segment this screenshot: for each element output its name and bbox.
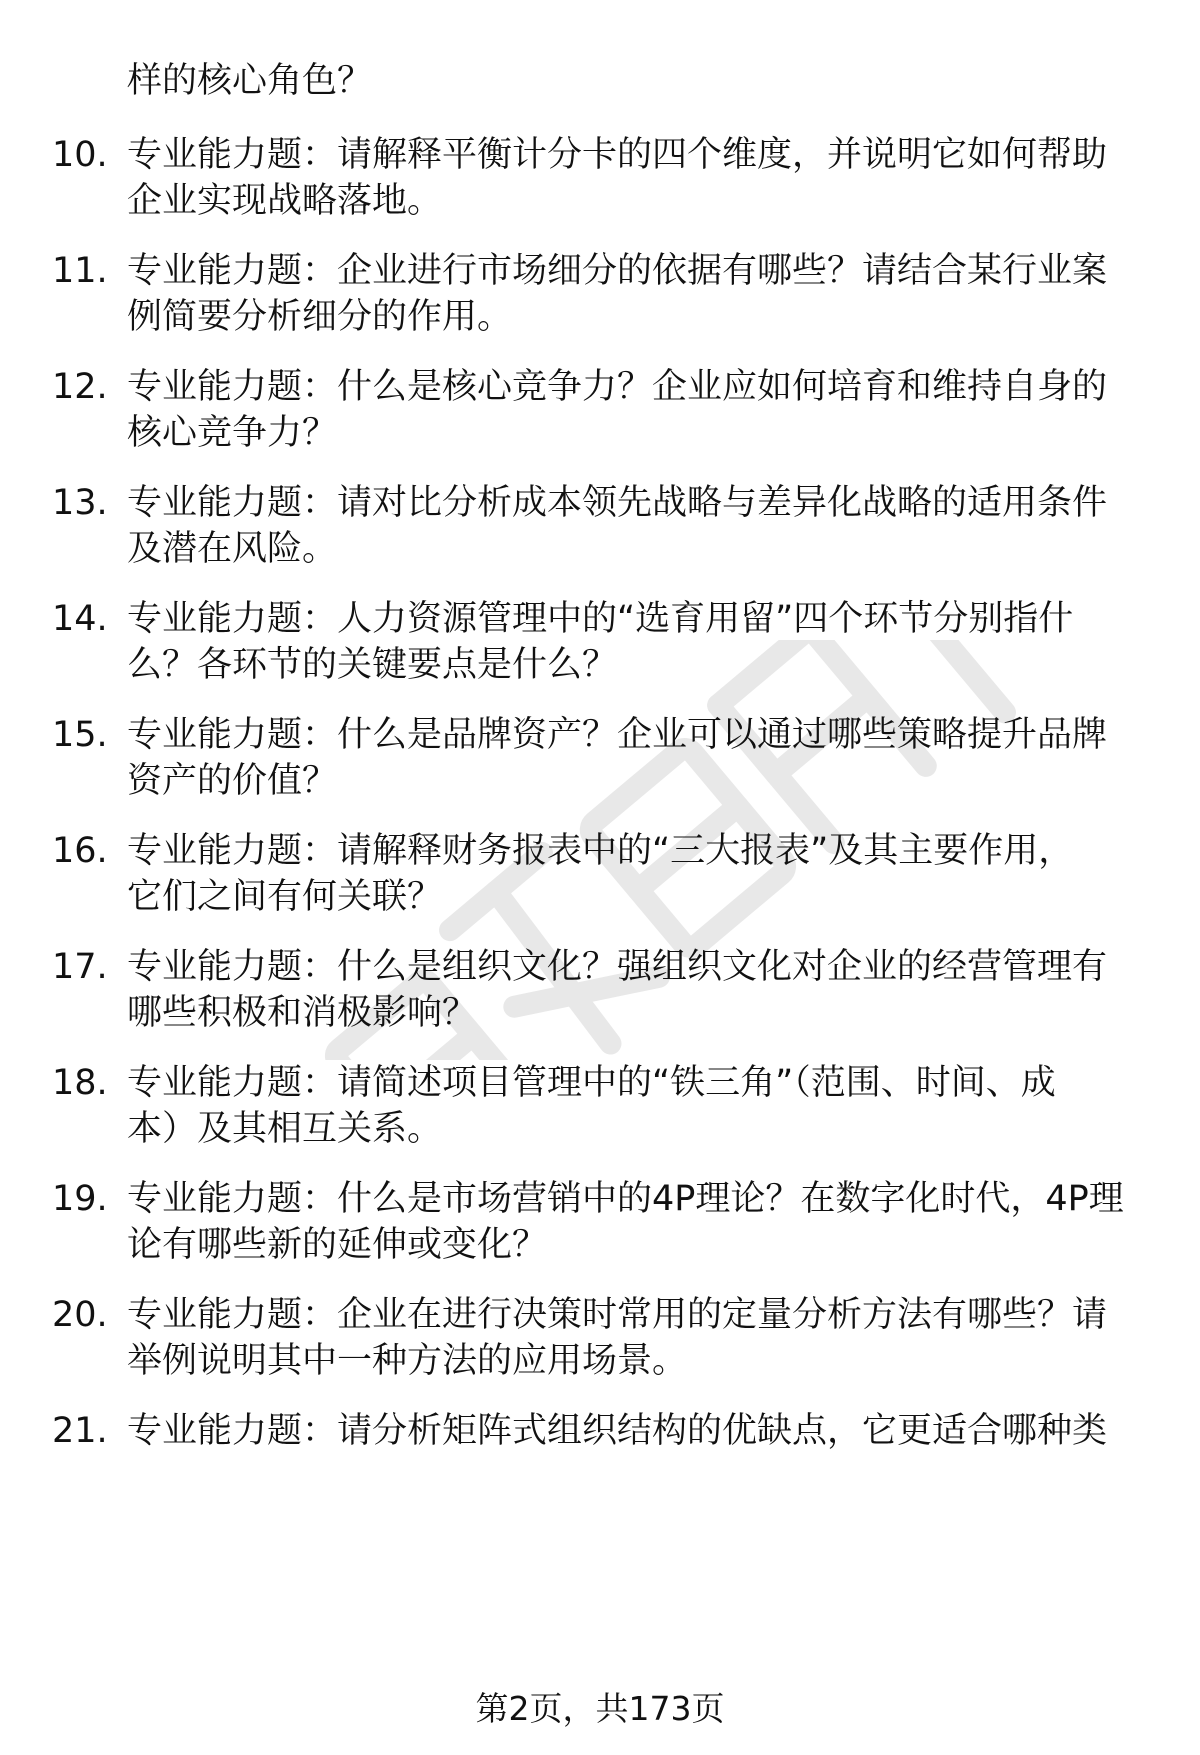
item-number: 12. <box>52 367 108 407</box>
item-line: 专业能力题：什么是市场营销中的4P理论？在数字化时代，4P理 <box>127 1179 1124 1219</box>
item-number: 10. <box>52 135 108 175</box>
item-text <box>127 944 1157 1036</box>
item-text <box>127 1176 1157 1268</box>
item-text <box>127 712 1157 804</box>
item-number: 20. <box>52 1295 108 1335</box>
item-text <box>127 364 1157 456</box>
item-line: 资产的价值？ <box>127 761 338 801</box>
item-number: 15. <box>52 715 108 755</box>
page-footer: 第2页，共173页 <box>475 1689 725 1728</box>
item-line: 论有哪些新的延伸或变化？ <box>127 1225 548 1265</box>
item-line: 专业能力题：什么是组织文化？强组织文化对企业的经营管理有 <box>127 947 1108 987</box>
item-line: 举例说明其中一种方法的应用场景。 <box>127 1341 688 1381</box>
item-line: 专业能力题：企业在进行决策时常用的定量分析方法有哪些？请 <box>127 1295 1108 1335</box>
item-line: 哪些积极和消极影响？ <box>127 993 478 1033</box>
item-line: 专业能力题：请简述项目管理中的“铁三角”（范围、时间、成 <box>127 1063 1056 1103</box>
item-text <box>127 480 1157 572</box>
item-line: 专业能力题：请对比分析成本领先战略与差异化战略的适用条件 <box>127 483 1108 523</box>
item-line: 本）及其相互关系。 <box>127 1109 443 1149</box>
item-number: 17. <box>52 947 108 987</box>
item-number: 16. <box>52 831 108 871</box>
item-line: 专业能力题：什么是核心竞争力？企业应如何培育和维持自身的 <box>127 367 1108 407</box>
item-number: 19. <box>52 1179 108 1219</box>
item-line: 企业实现战略落地。 <box>127 181 443 221</box>
item-line: 专业能力题：什么是品牌资产？企业可以通过哪些策略提升品牌 <box>127 715 1108 755</box>
item-line: 么？各环节的关键要点是什么？ <box>127 645 618 685</box>
item-text <box>127 828 1157 920</box>
item-number: 14. <box>52 599 108 639</box>
item-number: 13. <box>52 483 108 523</box>
item-line: 它们之间有何关联？ <box>127 877 443 917</box>
item-text <box>127 1408 1157 1454</box>
item-text <box>127 1060 1157 1152</box>
continuation-line: 样的核心角色？ <box>127 61 373 101</box>
item-line: 专业能力题：人力资源管理中的“选育用留”四个环节分别指什 <box>127 599 1074 639</box>
item-line: 专业能力题：请解释财务报表中的“三大报表”及其主要作用， <box>127 831 1074 871</box>
item-line: 专业能力题：企业进行市场细分的依据有哪些？请结合某行业案 <box>127 251 1108 291</box>
item-line: 核心竞争力？ <box>127 413 338 453</box>
item-text <box>127 248 1157 340</box>
item-text <box>127 132 1157 224</box>
item-number: 18. <box>52 1063 108 1103</box>
item-text <box>127 1292 1157 1384</box>
item-number: 21. <box>52 1411 108 1451</box>
item-text <box>127 596 1157 688</box>
item-line: 及潜在风险。 <box>127 529 338 569</box>
item-line: 专业能力题：请分析矩阵式组织结构的优缺点，它更适合哪种类 <box>127 1411 1108 1451</box>
item-number: 11. <box>52 251 108 291</box>
item-line: 专业能力题：请解释平衡计分卡的四个维度，并说明它如何帮助 <box>127 135 1108 175</box>
item-line: 例简要分析细分的作用。 <box>127 297 513 337</box>
